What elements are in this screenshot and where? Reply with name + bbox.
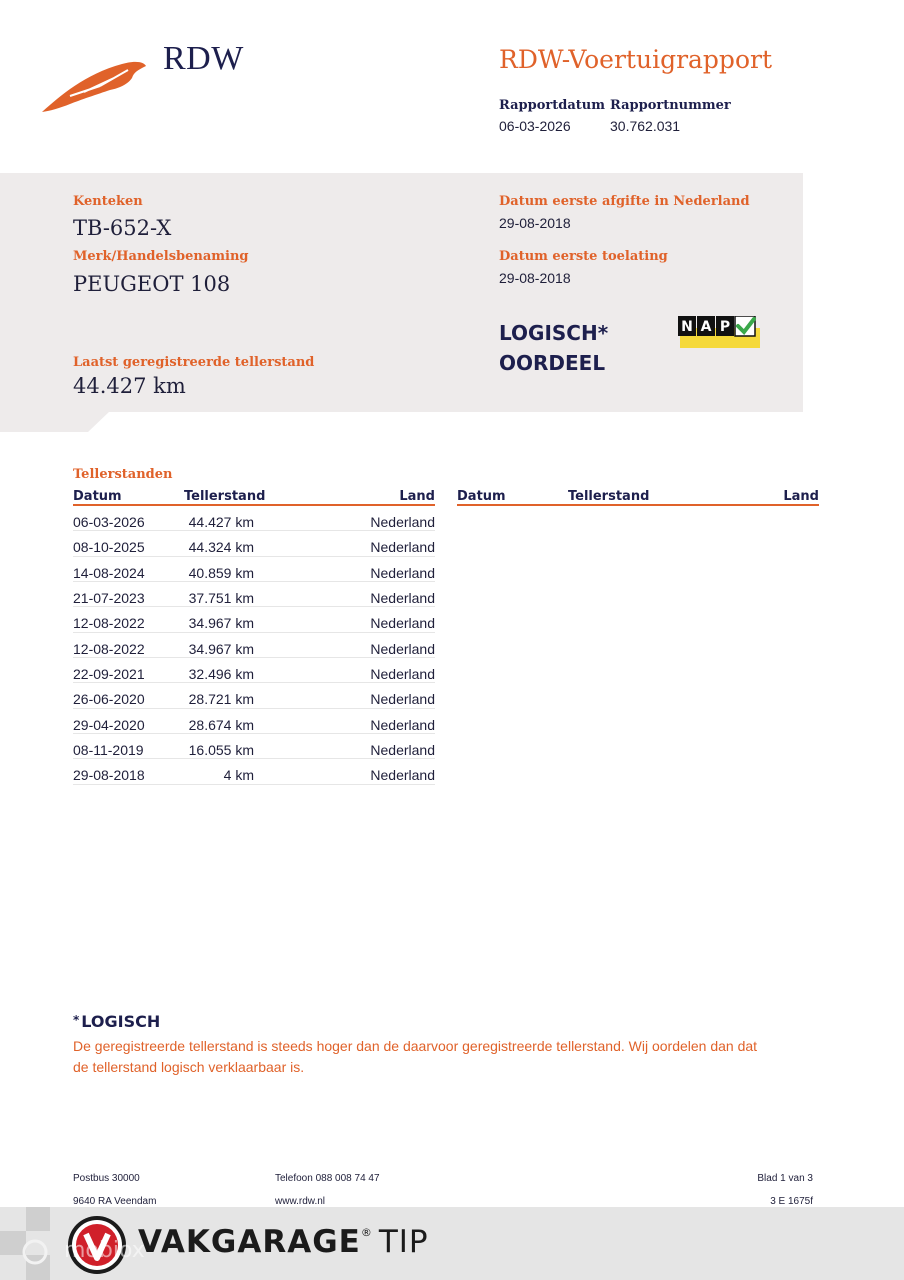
row-tellerstand: 4 km (223, 767, 254, 784)
registered-mark: ® (360, 1226, 373, 1239)
table-row (73, 759, 435, 784)
table-row (73, 531, 435, 556)
footer-postbus: Postbus 30000 (73, 1173, 140, 1184)
org-name: RDW (163, 40, 244, 77)
report-title: RDW-Voertuigrapport (499, 45, 772, 74)
col-tellerstand-left: Tellerstand (184, 489, 266, 504)
row-tellerstand: 34.967 km (188, 615, 254, 632)
table-row (73, 734, 435, 759)
row-land: Nederland (370, 691, 435, 708)
footnote-heading (73, 1012, 160, 1031)
oordeel-line1: LOGISCH* (499, 321, 609, 345)
row-datum: 21-07-2023 (73, 590, 145, 607)
nap-letter-p: P (719, 319, 731, 335)
nap-logo-icon (678, 316, 760, 348)
row-land: Nederland (370, 767, 435, 784)
merk-label: Merk/Handelsbenaming (73, 249, 249, 264)
row-datum: 29-08-2018 (73, 767, 145, 784)
rapportnummer-label: Rapportnummer (610, 98, 731, 113)
oordeel-line2: OORDEEL (499, 351, 606, 375)
footer-code: 3 E 1675f (770, 1196, 813, 1207)
row-tellerstand: 28.674 km (188, 716, 254, 733)
footer-city: 9640 RA Veendam (73, 1196, 157, 1207)
col-datum-left: Datum (73, 489, 122, 504)
tellerstanden-title: Tellerstanden (73, 467, 173, 482)
row-datum: 08-11-2019 (73, 742, 144, 759)
nap-letter-n: N (681, 319, 693, 335)
header-rule-right (457, 504, 819, 506)
row-datum: 12-08-2022 (73, 615, 145, 632)
nap-letter-a: A (700, 319, 712, 335)
table-row (73, 506, 435, 531)
row-datum: 26-06-2020 (73, 691, 145, 708)
row-land: Nederland (370, 640, 435, 657)
footer-page: Blad 1 van 3 (757, 1173, 813, 1184)
row-tellerstand: 34.967 km (188, 640, 254, 657)
table-row (73, 607, 435, 632)
row-datum: 14-08-2024 (73, 564, 145, 581)
footnote-text: De geregistreerde tellerstand is steeds hoger dan de daarvoor geregistreerde tellerstand. Wij oordelen dan dat de tellerstand logisch verklaarbaar is. (73, 1038, 758, 1075)
kenteken-value: TB-652-X (73, 216, 172, 240)
row-tellerstand: 28.721 km (188, 691, 254, 708)
vakgarage-brand (138, 1224, 429, 1260)
footnote-star: * (73, 1013, 80, 1027)
afgifte-label: Datum eerste afgifte in Nederland (499, 194, 750, 209)
row-land: Nederland (370, 716, 435, 733)
row-land: Nederland (370, 742, 435, 759)
col-land-left: Land (399, 489, 435, 504)
kenteken-label: Kenteken (73, 194, 143, 209)
row-land: Nederland (370, 564, 435, 581)
row-datum: 22-09-2021 (73, 666, 145, 683)
toelating-label: Datum eerste toelating (499, 249, 668, 264)
oordeel-verdict (499, 318, 608, 378)
row-tellerstand: 44.427 km (188, 514, 254, 530)
rapportdatum-label: Rapportdatum (499, 98, 605, 113)
checker-pattern-icon (0, 1207, 52, 1280)
row-tellerstand: 37.751 km (188, 590, 254, 607)
col-tellerstand-right: Tellerstand (568, 489, 650, 504)
rdw-logo-icon (40, 56, 150, 116)
merk-value: PEUGEOT 108 (73, 272, 231, 296)
panel-tab (0, 411, 110, 432)
vakgarage-tip: TIP (378, 1224, 429, 1260)
rapportdatum-value: 06-03-2026 (499, 118, 571, 134)
table-row (73, 709, 435, 734)
afgifte-value: 29-08-2018 (499, 215, 571, 231)
col-datum-right: Datum (457, 489, 506, 504)
row-datum: 06-03-2026 (73, 514, 145, 530)
col-land-right: Land (783, 489, 819, 504)
table-row (73, 582, 435, 607)
row-datum: 08-10-2025 (73, 539, 145, 556)
row-datum: 12-08-2022 (73, 640, 145, 657)
row-tellerstand: 32.496 km (188, 666, 254, 683)
footnote-heading-text: LOGISCH (81, 1012, 161, 1031)
row-land: Nederland (370, 666, 435, 683)
vakgarage-name: VAKGARAGE (138, 1224, 361, 1260)
row-tellerstand: 44.324 km (188, 539, 254, 556)
footer-telefoon: Telefoon 088 008 74 47 (275, 1173, 380, 1184)
table-row (73, 683, 435, 708)
row-tellerstand: 40.859 km (188, 564, 254, 581)
row-tellerstand: 16.055 km (188, 742, 254, 759)
table-row (73, 557, 435, 582)
row-land: Nederland (370, 590, 435, 607)
table-row (73, 658, 435, 683)
watermark: mobiox (64, 1238, 145, 1263)
tellerstand-value: 44.427 km (73, 374, 186, 398)
tellerstanden-rows (73, 506, 435, 785)
tellerstand-label: Laatst geregistreerde tellerstand (73, 355, 315, 370)
row-land: Nederland (370, 539, 435, 556)
row-land: Nederland (370, 514, 435, 530)
toelating-value: 29-08-2018 (499, 270, 571, 286)
row-land: Nederland (370, 615, 435, 632)
row-datum: 29-04-2020 (73, 716, 145, 733)
footer-website: www.rdw.nl (275, 1196, 326, 1207)
rapportnummer-value: 30.762.031 (610, 118, 681, 134)
table-row (73, 633, 435, 658)
